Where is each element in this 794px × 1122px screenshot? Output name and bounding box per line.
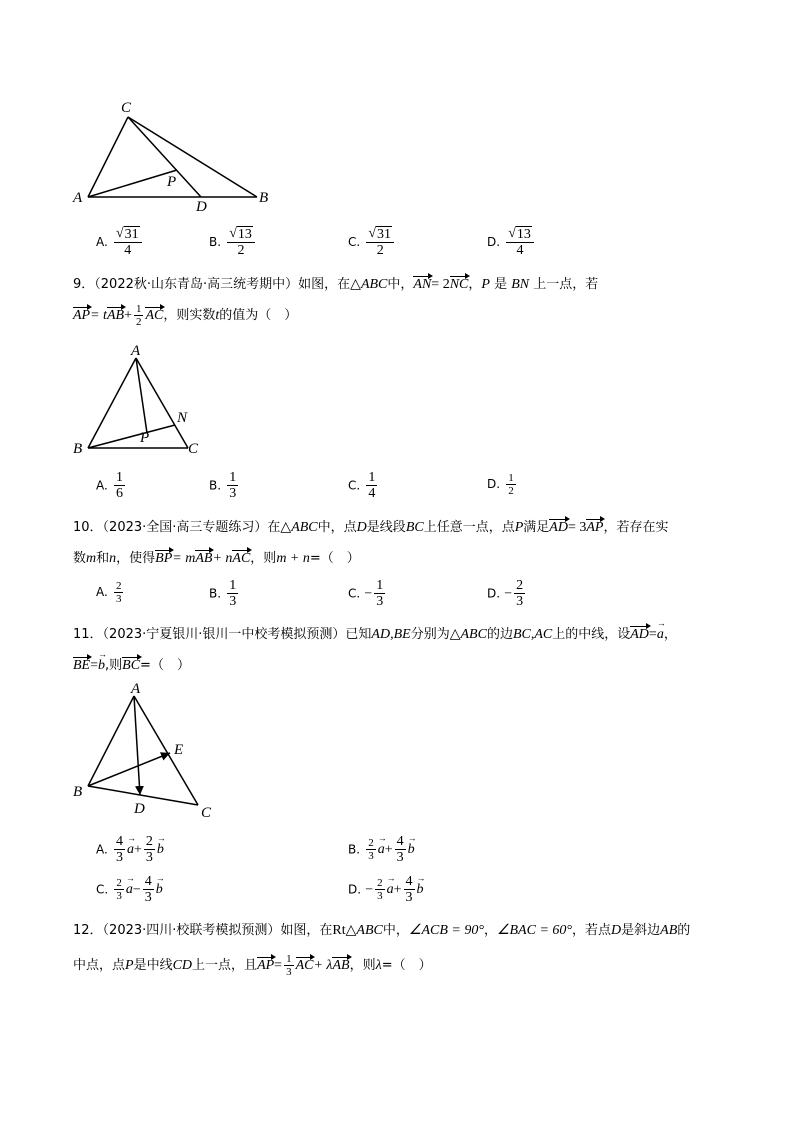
math-op: + bbox=[133, 842, 142, 858]
option-fraction bbox=[375, 877, 385, 902]
q9-option-a[interactable] bbox=[96, 470, 127, 502]
radicand: 13 bbox=[516, 227, 531, 242]
math-angle-bac: ∠BAC = 60° bbox=[496, 923, 572, 938]
option-fraction bbox=[144, 834, 155, 866]
numerator: 1 bbox=[115, 470, 123, 485]
math-abc: ABC bbox=[356, 923, 383, 938]
q9-option-c[interactable] bbox=[348, 470, 379, 502]
stem-text: ，使得 bbox=[116, 551, 156, 566]
numerator: 1 bbox=[368, 470, 376, 485]
q11-label-C: C bbox=[201, 805, 212, 821]
vector-be: BE bbox=[73, 658, 91, 673]
math-eq: = bbox=[274, 958, 283, 974]
stem-text: 是中线 bbox=[133, 958, 173, 974]
math-op: − bbox=[132, 882, 141, 898]
option-sign: − bbox=[364, 586, 373, 602]
q9-label-P: P bbox=[140, 430, 150, 446]
question-number: 11． bbox=[73, 627, 103, 642]
vector-ab: AB bbox=[195, 551, 213, 566]
stem-text: 中， bbox=[382, 923, 409, 938]
vector-a: a → bbox=[127, 842, 134, 858]
vector-ab: AB bbox=[332, 958, 350, 974]
math-lambda: λ bbox=[375, 958, 382, 974]
option-fraction bbox=[514, 578, 525, 610]
math-op: + bbox=[393, 882, 402, 898]
denominator: 4 bbox=[124, 243, 132, 259]
denominator: 2 bbox=[376, 243, 384, 259]
denominator: 3 bbox=[144, 890, 152, 906]
triangle-symbol: △ bbox=[350, 277, 361, 292]
q11-option-b[interactable] bbox=[348, 834, 415, 866]
math-ab: AB bbox=[660, 923, 678, 938]
math-bn: BN bbox=[511, 277, 530, 292]
q11-label-B: B bbox=[73, 784, 83, 800]
numerator: 1 bbox=[135, 303, 142, 315]
vector-ac: AC bbox=[232, 551, 251, 566]
option-label: A. bbox=[96, 585, 108, 600]
numerator: 2 bbox=[516, 578, 524, 593]
math-bc: BC bbox=[405, 520, 424, 535]
stem-text: 如图，在 bbox=[298, 277, 351, 292]
vector-a: a → bbox=[387, 882, 394, 898]
numerator: 1 bbox=[286, 953, 292, 965]
vector-an: AN bbox=[413, 277, 432, 292]
radicand: 13 bbox=[237, 227, 252, 242]
denominator: 3 bbox=[229, 594, 237, 610]
numerator: 2 bbox=[377, 877, 383, 890]
option-fraction bbox=[404, 874, 415, 906]
q10-option-c[interactable] bbox=[348, 578, 387, 610]
stem-text: ，则 bbox=[250, 551, 277, 566]
option-label: C. bbox=[96, 882, 109, 897]
stem-text: ， bbox=[483, 923, 497, 938]
q8-option-a[interactable] bbox=[96, 226, 144, 259]
q8-label-P: P bbox=[167, 174, 177, 190]
q8-label-B: B bbox=[259, 190, 269, 206]
stem-text: 上一点，若 bbox=[529, 277, 599, 292]
option-fraction bbox=[506, 472, 516, 497]
math-p: P bbox=[481, 277, 490, 292]
stem-text: 上的中线，设 bbox=[552, 627, 631, 642]
math-eq: = bbox=[90, 658, 99, 673]
vector-ad: AD bbox=[549, 520, 568, 535]
math-n: n bbox=[109, 551, 117, 566]
vector-a: a → bbox=[657, 627, 664, 643]
denominator: 3 bbox=[145, 850, 153, 866]
stem-text: ， bbox=[663, 627, 677, 642]
vector-ac: AC bbox=[145, 308, 164, 324]
option-label: A. bbox=[96, 842, 108, 857]
stem-text: 如图，在 bbox=[280, 923, 333, 938]
math-plus: + n bbox=[212, 551, 233, 566]
q11-option-d[interactable] bbox=[348, 874, 424, 906]
denominator: 3 bbox=[396, 850, 404, 866]
question-source: （2023·宁夏银川·银川一中校考模拟预测） bbox=[102, 627, 346, 642]
q11-label-D: D bbox=[134, 801, 145, 817]
vector-b: b → bbox=[417, 882, 424, 898]
option-fraction: √ 13 4 bbox=[506, 226, 534, 259]
radicand: 31 bbox=[124, 227, 139, 242]
numerator: 1 bbox=[229, 578, 237, 593]
math-eq: = 3 bbox=[567, 520, 587, 535]
denominator: 6 bbox=[115, 486, 123, 502]
q8-option-c[interactable] bbox=[348, 226, 396, 259]
vector-ap: AP bbox=[257, 958, 275, 974]
q11-option-a[interactable] bbox=[96, 834, 164, 866]
math-p: P bbox=[514, 520, 524, 535]
q11-stem-line2 bbox=[73, 654, 190, 674]
question-number: 10． bbox=[73, 520, 103, 535]
numerator: 4 bbox=[144, 874, 152, 889]
option-fraction bbox=[374, 578, 385, 610]
stem-text: 中点，点 bbox=[73, 958, 126, 974]
numerator: 4 bbox=[115, 834, 123, 849]
vector-b: b → bbox=[98, 658, 105, 674]
denominator: 4 bbox=[516, 243, 524, 259]
stem-text: 和 bbox=[96, 551, 110, 566]
option-sign: − bbox=[504, 586, 513, 602]
math-plus-lambda: + λ bbox=[313, 958, 333, 974]
option-label: B. bbox=[209, 234, 222, 249]
triangle-symbol: △ bbox=[449, 627, 461, 642]
q8-label-D: D bbox=[196, 199, 207, 215]
denominator: 3 bbox=[286, 966, 292, 979]
option-label: A. bbox=[96, 234, 108, 249]
denominator: 2 bbox=[508, 485, 514, 498]
stem-text: 是斜边 bbox=[621, 923, 661, 938]
vector-ap: AP bbox=[586, 520, 604, 535]
option-label: D. bbox=[487, 234, 501, 249]
stem-text: 上一点，且 bbox=[192, 958, 258, 974]
question-source: （2022秋·山东青岛·高三统考期中） bbox=[94, 277, 299, 292]
math-fraction bbox=[284, 953, 294, 978]
math-fraction bbox=[134, 303, 144, 328]
vector-bp: BP bbox=[155, 551, 173, 566]
option-fraction bbox=[227, 578, 238, 610]
option-fraction bbox=[143, 874, 154, 906]
vector-b: b → bbox=[157, 842, 164, 858]
math-angle-acb: ∠ACB = 90° bbox=[408, 923, 484, 938]
numerator: 2 bbox=[116, 877, 122, 890]
math-bc-ac: BC,AC bbox=[512, 627, 553, 642]
math-m: m bbox=[86, 551, 97, 566]
option-fraction bbox=[227, 470, 238, 502]
q9-label-A: A bbox=[131, 343, 141, 359]
denominator: 2 bbox=[135, 316, 142, 329]
q11-stem-line1 bbox=[73, 623, 677, 643]
stem-text: ，则 bbox=[349, 958, 376, 974]
stem-text: 中， bbox=[387, 277, 414, 292]
stem-text: 上任意一点，点 bbox=[423, 520, 515, 535]
math-p: P bbox=[125, 958, 134, 974]
radicand: 31 bbox=[377, 227, 392, 242]
q9-triangle-figure bbox=[70, 342, 220, 462]
question-source: （2023·四川·校联考模拟预测） bbox=[102, 923, 281, 938]
math-m-plus-n: m + n bbox=[276, 551, 310, 566]
numerator: 2 bbox=[115, 580, 122, 592]
math-t: t bbox=[215, 308, 220, 324]
math-eq: = 2 bbox=[431, 277, 450, 292]
option-fraction: √ 31 2 bbox=[366, 226, 394, 259]
q11-triangle-figure bbox=[70, 680, 230, 825]
option-label: D. bbox=[348, 882, 362, 897]
option-fraction bbox=[366, 470, 377, 502]
option-fraction bbox=[114, 580, 124, 605]
q11-option-c[interactable] bbox=[96, 874, 163, 906]
q8-option-b[interactable] bbox=[209, 226, 257, 259]
math-ad-be: AD,BE bbox=[371, 627, 411, 642]
numerator: 1 bbox=[508, 472, 514, 484]
math-rt: Rt△ bbox=[332, 923, 357, 938]
stem-text: 分别为 bbox=[410, 627, 450, 642]
q9-option-b[interactable] bbox=[209, 470, 240, 502]
question-source: （2023·全国·高三专题练习） bbox=[102, 520, 268, 535]
numerator: 4 bbox=[396, 834, 404, 849]
q12-stem-line2 bbox=[73, 953, 432, 978]
q10-option-d[interactable] bbox=[487, 578, 527, 610]
math-abc: ABC bbox=[460, 627, 487, 642]
stem-text: =（ ） bbox=[140, 658, 190, 673]
q9-label-C: C bbox=[188, 441, 199, 457]
q9-label-B: B bbox=[73, 441, 83, 457]
vector-ad: AD bbox=[630, 627, 649, 642]
denominator: 3 bbox=[115, 593, 122, 606]
vector-ab: AB bbox=[106, 308, 125, 324]
math-abc: ABC bbox=[360, 277, 388, 292]
stem-text: ,则 bbox=[105, 658, 123, 673]
denominator: 3 bbox=[115, 850, 123, 866]
vector-ac: AC bbox=[295, 958, 314, 974]
stem-text: 在 bbox=[267, 520, 281, 535]
stem-text: ，若点 bbox=[572, 923, 612, 938]
math-cd: CD bbox=[172, 958, 193, 974]
option-label: B. bbox=[209, 478, 222, 493]
denominator: 3 bbox=[116, 890, 122, 903]
option-fraction bbox=[114, 834, 125, 866]
denominator: 3 bbox=[229, 486, 237, 502]
vector-b: b → bbox=[156, 882, 163, 898]
q8-label-A: A bbox=[73, 190, 83, 206]
q11-label-A: A bbox=[131, 681, 141, 697]
stem-text: ，若存在实 bbox=[603, 520, 669, 535]
numerator: 1 bbox=[229, 470, 237, 485]
stem-text: ， bbox=[468, 277, 482, 292]
vector-a: a → bbox=[378, 842, 385, 858]
q9-option-d[interactable] bbox=[487, 472, 518, 497]
option-fraction: √ 31 4 bbox=[114, 226, 142, 259]
option-label: D. bbox=[487, 586, 501, 601]
stem-text: 是 bbox=[489, 277, 512, 292]
option-fraction: √ 13 2 bbox=[227, 226, 255, 259]
option-fraction bbox=[366, 837, 376, 862]
math-d: D bbox=[611, 923, 622, 938]
option-fraction bbox=[395, 834, 406, 866]
numerator: 2 bbox=[145, 834, 153, 849]
math-op: + bbox=[384, 842, 393, 858]
denominator: 2 bbox=[237, 243, 245, 259]
question-number: 12． bbox=[73, 923, 103, 938]
math-abc: ABC bbox=[291, 520, 318, 535]
vector-nc: NC bbox=[449, 277, 469, 292]
stem-text: 是线段 bbox=[366, 520, 406, 535]
math-d: D bbox=[356, 520, 367, 535]
stem-text: 的 bbox=[677, 923, 691, 938]
q10-stem-line2 bbox=[73, 547, 360, 567]
question-number: 9． bbox=[73, 277, 95, 292]
stem-text: 满足 bbox=[523, 520, 550, 535]
stem-text: ，则实数 bbox=[163, 308, 216, 324]
denominator: 3 bbox=[377, 890, 383, 903]
stem-text: =（ ） bbox=[309, 551, 360, 566]
q8-label-C: C bbox=[121, 100, 132, 116]
stem-text: 已知 bbox=[345, 627, 372, 642]
vector-a: a → bbox=[126, 882, 133, 898]
q10-option-b[interactable] bbox=[209, 578, 240, 610]
option-sign: − bbox=[365, 882, 374, 898]
stem-text: 数 bbox=[73, 551, 87, 566]
q9-stem-line1 bbox=[73, 273, 598, 293]
vector-bc: BC bbox=[122, 658, 141, 673]
stem-text: 的边 bbox=[486, 627, 513, 642]
q9-label-N: N bbox=[177, 410, 188, 426]
option-label: C. bbox=[348, 234, 361, 249]
denominator: 3 bbox=[516, 594, 524, 610]
q12-stem-line1 bbox=[73, 919, 690, 939]
q10-stem-line1 bbox=[73, 516, 669, 536]
numerator: 1 bbox=[376, 578, 384, 593]
option-label: B. bbox=[348, 842, 361, 857]
vector-ap: AP bbox=[73, 308, 91, 324]
q9-stem-line2 bbox=[73, 303, 297, 328]
option-fraction bbox=[114, 877, 124, 902]
vector-b: b → bbox=[408, 842, 415, 858]
option-label: D. bbox=[487, 477, 501, 492]
q8-triangle-figure bbox=[70, 96, 290, 216]
denominator: 3 bbox=[376, 594, 384, 610]
math-plus: + bbox=[124, 308, 132, 324]
numerator: 2 bbox=[368, 837, 374, 850]
stem-text: 的值为（ ） bbox=[219, 308, 298, 324]
triangle-symbol: △ bbox=[280, 520, 292, 535]
option-label: A. bbox=[96, 478, 108, 493]
option-fraction bbox=[114, 470, 125, 502]
denominator: 3 bbox=[368, 850, 374, 863]
option-label: B. bbox=[209, 586, 222, 601]
math-eq: = t bbox=[90, 308, 107, 324]
q8-option-d[interactable] bbox=[487, 226, 536, 259]
denominator: 3 bbox=[405, 890, 413, 906]
q11-label-E: E bbox=[174, 742, 184, 758]
option-label: C. bbox=[348, 586, 361, 601]
numerator: 4 bbox=[405, 874, 413, 889]
math-eq: = m bbox=[172, 551, 196, 566]
stem-text: =（ ） bbox=[381, 958, 432, 974]
stem-text: 中，点 bbox=[317, 520, 357, 535]
denominator: 4 bbox=[368, 486, 376, 502]
q10-option-a[interactable] bbox=[96, 580, 125, 605]
math-eq: = bbox=[648, 627, 657, 642]
option-label: C. bbox=[348, 478, 361, 493]
